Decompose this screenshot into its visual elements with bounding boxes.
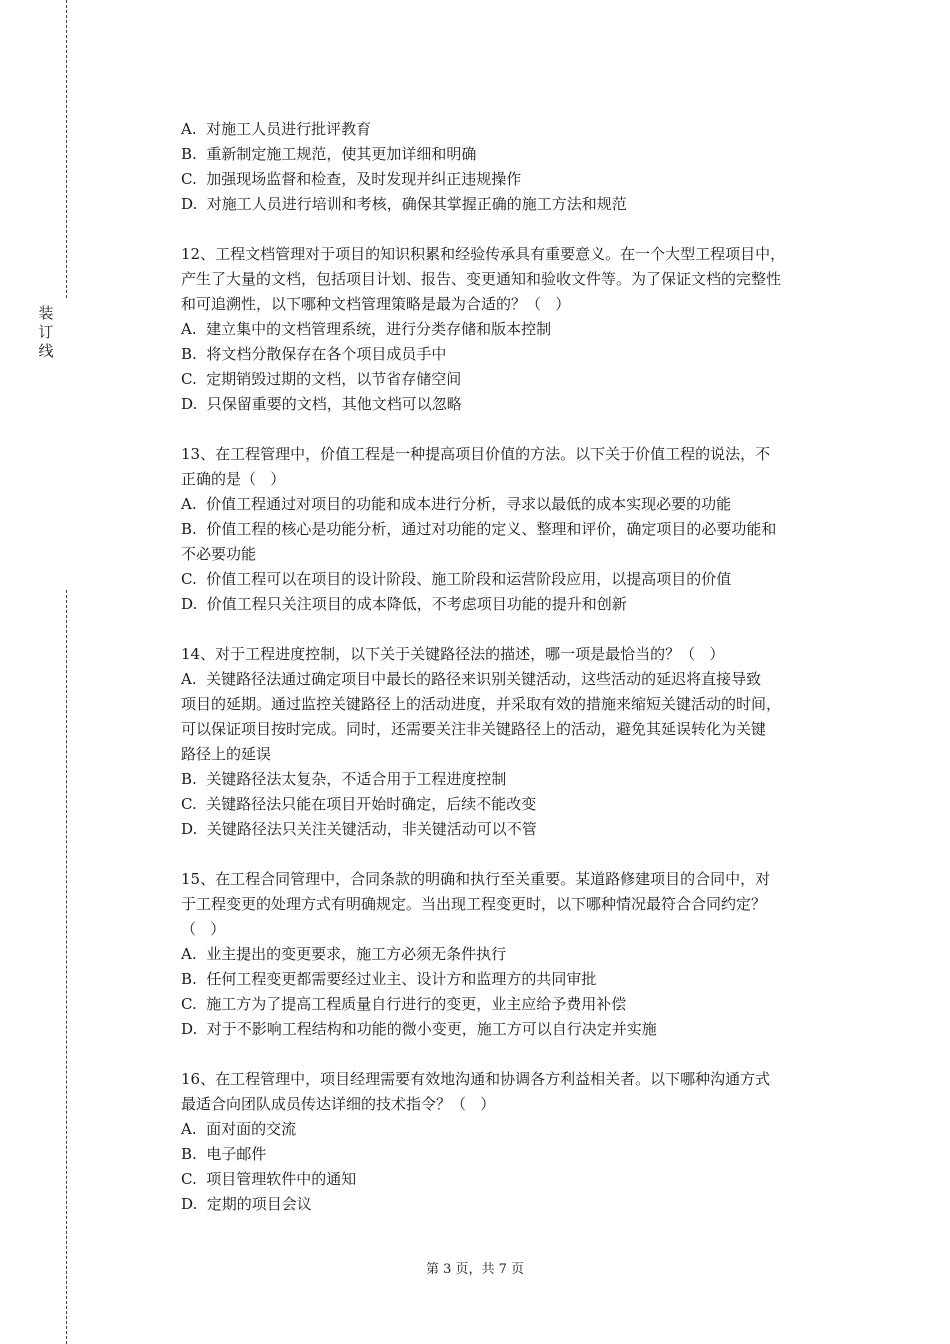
option-c: C. 项目管理软件中的通知 [181, 1170, 357, 1188]
question-stem: 12、工程文档管理对于项目的知识积累和经验传承具有重要意义。在一个大型工程项目中， [181, 245, 786, 263]
binding-dashed-line-top [66, 0, 67, 298]
question-stem: （ ） [181, 920, 226, 938]
option-c: C. 施工方为了提高工程质量自行进行的变更，业主应给予费用补偿 [181, 995, 627, 1013]
binding-dashed-line-bottom [66, 590, 67, 1344]
option-c: C. 价值工程可以在项目的设计阶段、施工阶段和运营阶段应用，以提高项目的价值 [181, 570, 732, 588]
option-a-continued: 可以保证项目按时完成。同时，还需要关注非关键路径上的活动，避免其延误转化为关键 [181, 720, 767, 738]
option-c: C. 关键路径法只能在项目开始时确定，后续不能改变 [181, 795, 537, 813]
question-16 [181, 1067, 841, 1217]
option-b: B. 关键路径法太复杂，不适合用于工程进度控制 [181, 770, 507, 788]
question-stem: 13、在工程管理中，价值工程是一种提高项目价值的方法。以下关于价值工程的说法，不 [181, 445, 771, 463]
option-d: D. 对施工人员进行培训和考核，确保其掌握正确的施工方法和规范 [181, 195, 627, 213]
option-a: A. 对施工人员进行批评教育 [181, 120, 372, 138]
question-15 [181, 867, 841, 1042]
option-d: D. 价值工程只关注项目的成本降低，不考虑项目功能的提升和创新 [181, 595, 627, 613]
option-a: A. 关键路径法通过确定项目中最长的路径来识别关键活动，这些活动的延迟将直接导致 [181, 670, 762, 688]
option-d: D. 关键路径法只关注关键活动，非关键活动可以不管 [181, 820, 537, 838]
question-11-options [181, 117, 841, 217]
question-stem: 15、在工程合同管理中，合同条款的明确和执行至关重要。某道路修建项目的合同中，对 [181, 870, 771, 888]
question-stem: 16、在工程管理中，项目经理需要有效地沟通和协调各方利益相关者。以下哪种沟通方式 [181, 1070, 771, 1088]
question-stem: 14、对于工程进度控制，以下关于关键路径法的描述，哪一项是最恰当的？（ ） [181, 645, 725, 663]
question-stem: 正确的是（ ） [181, 470, 286, 488]
option-a: A. 建立集中的文档管理系统，进行分类存储和版本控制 [181, 320, 552, 338]
option-b: B. 重新制定施工规范，使其更加详细和明确 [181, 145, 477, 163]
question-stem: 最适合向团队成员传达详细的技术指令？（ ） [181, 1095, 496, 1113]
option-d: D. 定期的项目会议 [181, 1195, 312, 1213]
option-a-continued: 项目的延期。通过监控关键路径上的活动进度，并采取有效的措施来缩短关键活动的时间， [181, 695, 782, 713]
option-b: B. 将文档分散保存在各个项目成员手中 [181, 345, 447, 363]
binding-label: 装 订 线 [38, 304, 54, 360]
question-stem: 和可追溯性，以下哪种文档管理策略是最为合适的？（ ） [181, 295, 571, 313]
question-content [181, 117, 841, 1217]
option-a: A. 业主提出的变更要求，施工方必须无条件执行 [181, 945, 507, 963]
option-a: A. 面对面的交流 [181, 1120, 297, 1138]
option-b: B. 价值工程的核心是功能分析，通过对功能的定义、整理和评价，确定项目的必要功能和 [181, 520, 777, 538]
question-14 [181, 642, 841, 842]
option-c: C. 定期销毁过期的文档，以节省存储空间 [181, 370, 462, 388]
option-d: D. 对于不影响工程结构和功能的微小变更，施工方可以自行决定并实施 [181, 1020, 657, 1038]
option-c: C. 加强现场监督和检查，及时发现并纠正违规操作 [181, 170, 522, 188]
question-stem: 产生了大量的文档，包括项目计划、报告、变更通知和验收文件等。为了保证文档的完整性 [181, 270, 782, 288]
option-b-continued: 不必要功能 [181, 545, 257, 563]
option-a-continued: 路径上的延误 [181, 745, 272, 763]
option-a: A. 价值工程通过对项目的功能和成本进行分析，寻求以最低的成本实现必要的功能 [181, 495, 732, 513]
question-stem: 于工程变更的处理方式有明确规定。当出现工程变更时，以下哪种情况最符合合同约定？ [181, 895, 767, 913]
option-b: B. 任何工程变更都需要经过业主、设计方和监理方的共同审批 [181, 970, 597, 988]
option-d: D. 只保留重要的文档，其他文档可以忽略 [181, 395, 462, 413]
question-12 [181, 242, 841, 417]
page-number: 第 3 页，共 7 页 [425, 1262, 525, 1277]
question-13 [181, 442, 841, 617]
option-b: B. 电子邮件 [181, 1145, 267, 1163]
